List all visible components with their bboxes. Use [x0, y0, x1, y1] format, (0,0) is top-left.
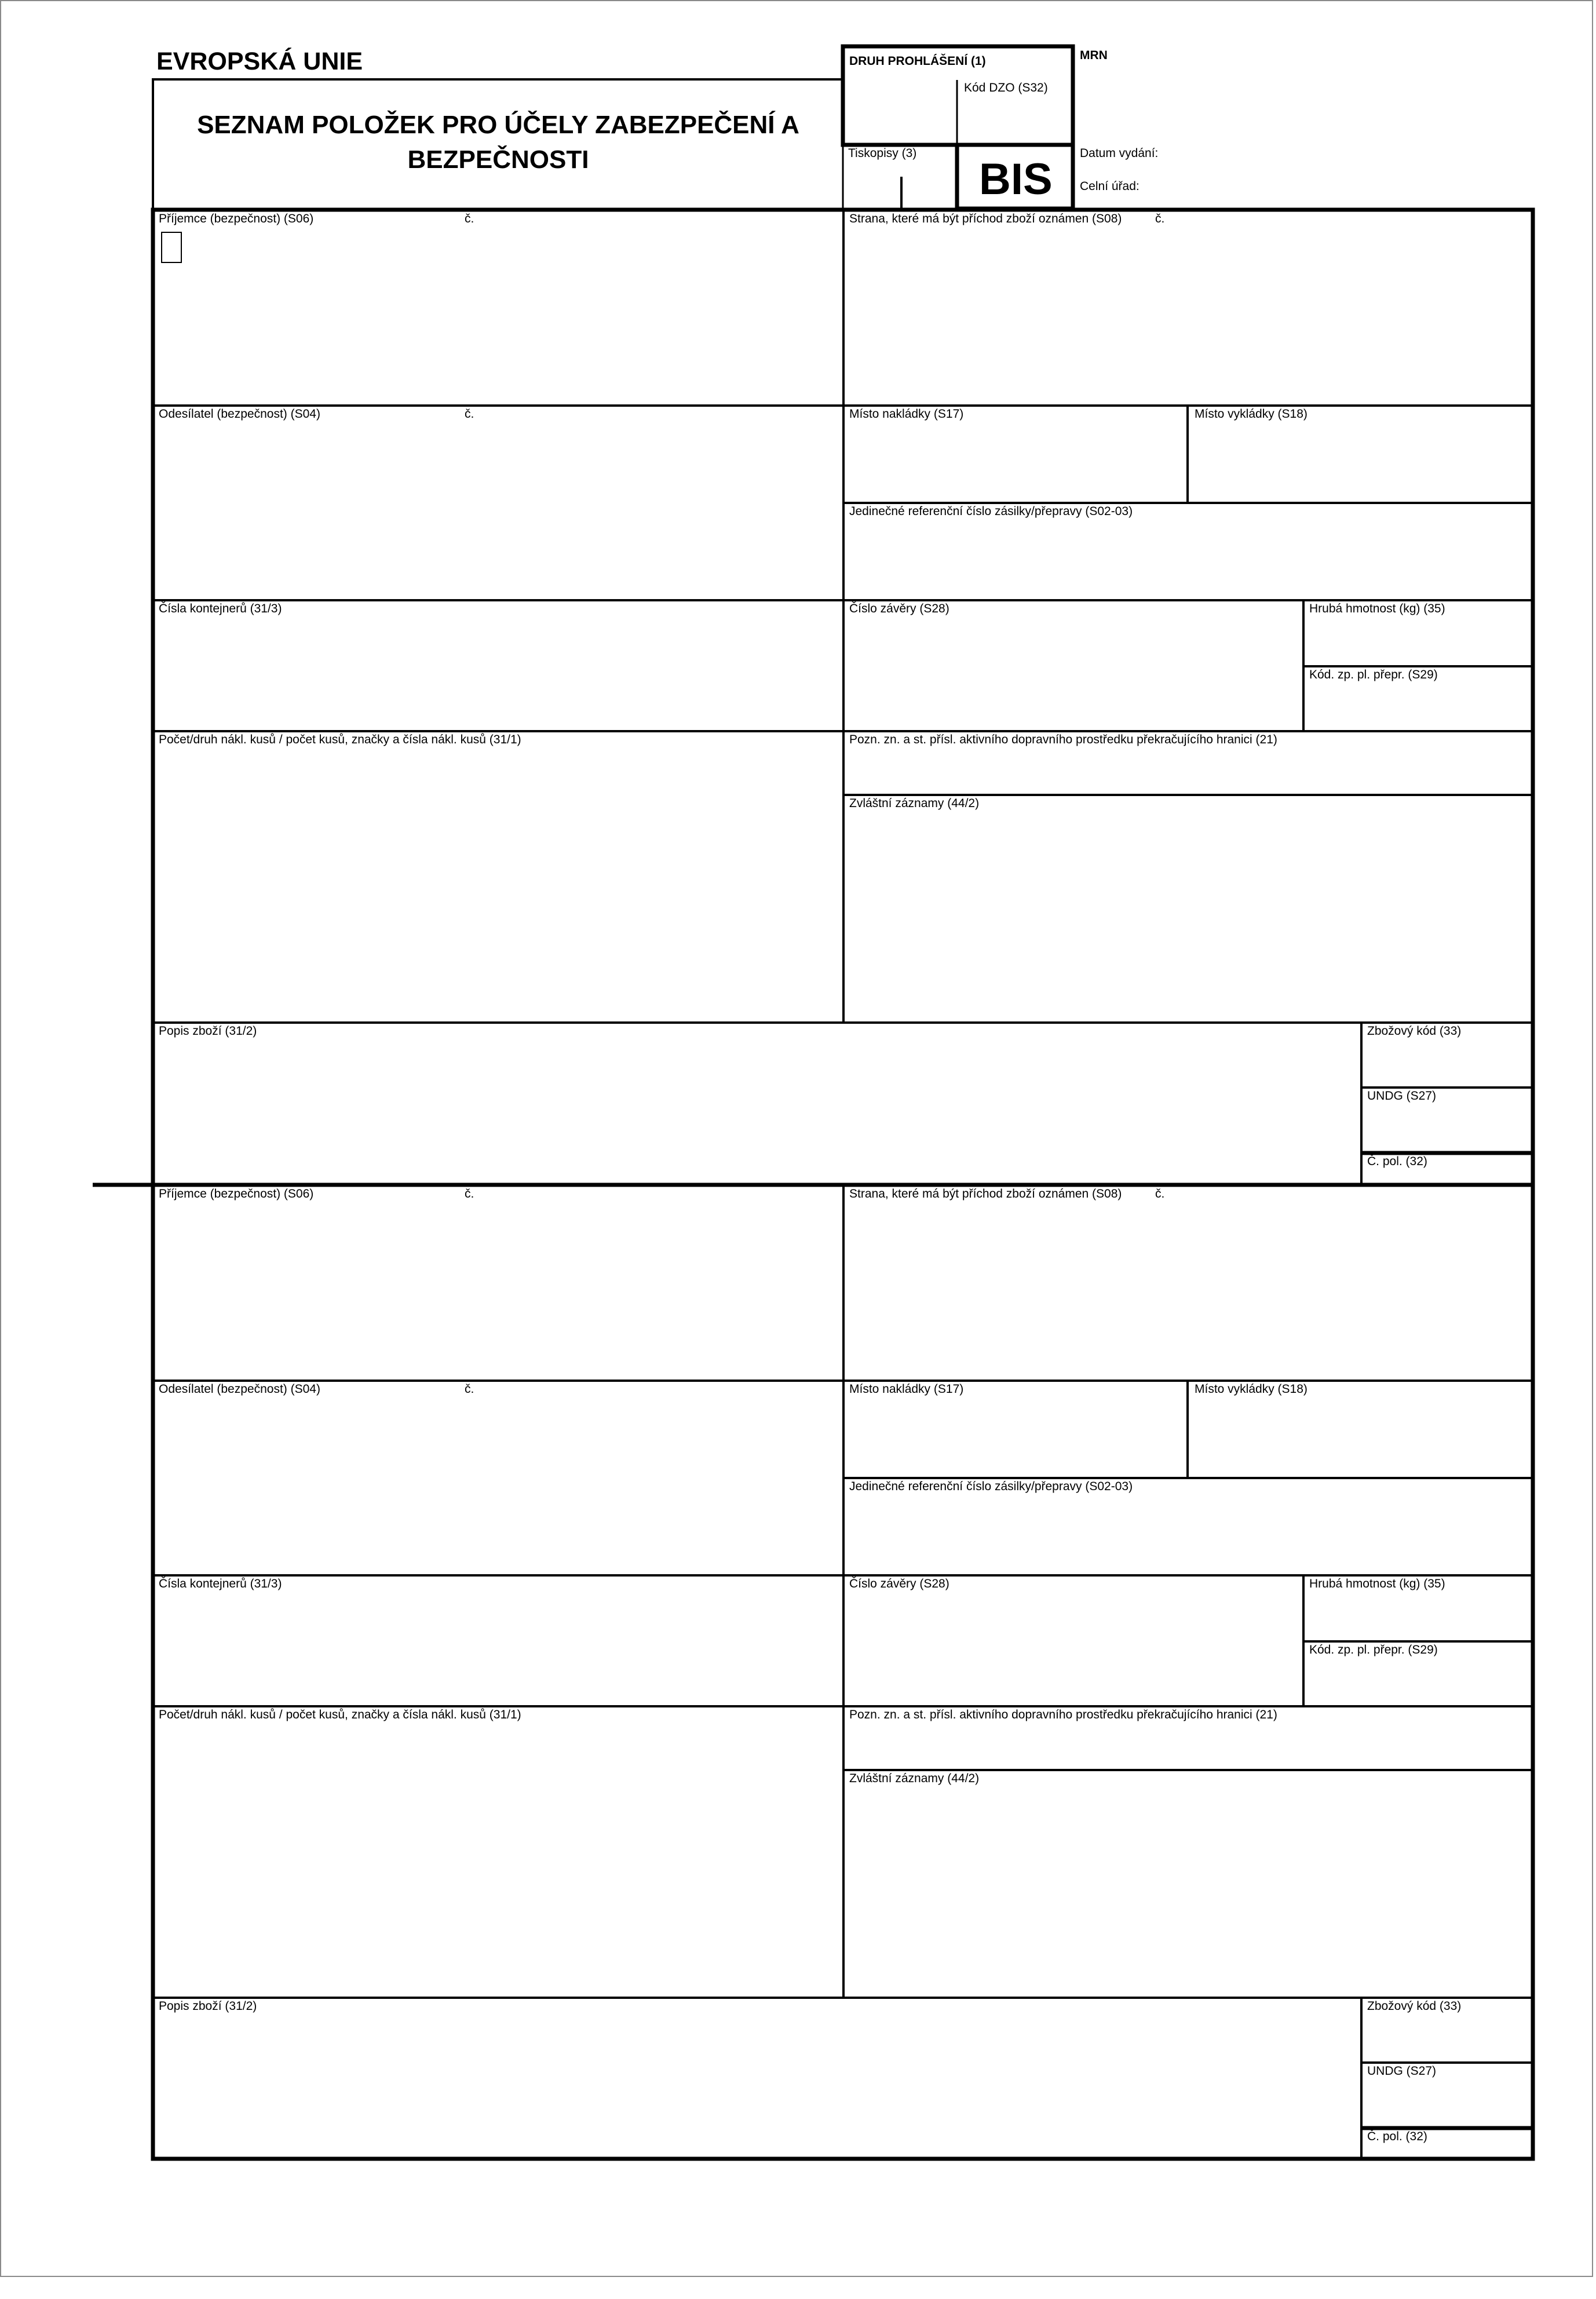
consignee-label: Příjemce (bezpečnost) (S06) — [159, 1187, 314, 1200]
commodity-code-label: Zbožový kód (33) — [1367, 1024, 1462, 1038]
mrn-label: MRN — [1080, 49, 1108, 62]
form-title-line1: SEZNAM POLOŽEK PRO ÚČELY ZABEZPEČENÍ A — [197, 111, 799, 139]
undg-label: UNDG (S27) — [1367, 2064, 1437, 2078]
loading-place-label: Místo nakládky (S17) — [849, 1382, 964, 1396]
consignee-label: Příjemce (bezpečnost) (S06) — [159, 212, 314, 225]
item-number-label: Č. pol. (32) — [1367, 1155, 1427, 1168]
notify-party-no-label: č. — [1155, 212, 1165, 225]
unloading-place-label: Místo vykládky (S18) — [1195, 407, 1308, 421]
notify-party-label: Strana, které má být příchod zboží oznámen (S08) — [849, 212, 1122, 225]
issue-date-label: Datum vydání: — [1080, 147, 1159, 160]
active-means-label: Pozn. zn. a st. přísl. aktivního dopravního prostředku překračujícího hranici (21) — [849, 1708, 1277, 1721]
active-means-label: Pozn. zn. a st. přísl. aktivního dopravního prostředku překračujícího hranici (21) — [849, 733, 1277, 746]
consignee-no-label: č. — [465, 212, 474, 225]
union-heading: EVROPSKÁ UNIE — [156, 48, 363, 75]
commodity-code-label: Zbožový kód (33) — [1367, 1999, 1462, 2013]
consignor-label: Odesílatel (bezpečnost) (S04) — [159, 407, 320, 421]
bis-mark: BIS — [979, 155, 1053, 204]
consignee-no-label: č. — [465, 1187, 474, 1200]
container-numbers-label: Čísla kontejnerů (31/3) — [159, 1577, 282, 1590]
special-mentions-label: Zvláštní záznamy (44/2) — [849, 797, 980, 810]
unique-reference-label: Jedinečné referenční číslo zásilky/přepravy (S02-03) — [849, 505, 1133, 518]
forms-count-label: Tiskopisy (3) — [848, 147, 917, 160]
customs-office-label: Celní úřad: — [1080, 180, 1140, 193]
loading-place-label: Místo nakládky (S17) — [849, 407, 964, 421]
transport-payment-label: Kód. zp. pl. přepr. (S29) — [1309, 1643, 1438, 1656]
form-title-line2: BEZPEČNOSTI — [407, 145, 589, 174]
consignee-checkbox[interactable] — [161, 232, 182, 263]
declaration-type-label: DRUH PROHLÁŠENÍ (1) — [849, 54, 986, 68]
notify-party-no-label: č. — [1155, 1187, 1165, 1200]
goods-description-label: Popis zboží (31/2) — [159, 1999, 257, 2013]
consignor-no-label: č. — [465, 1382, 474, 1396]
unloading-place-label: Místo vykládky (S18) — [1195, 1382, 1308, 1396]
packages-label: Počet/druh nákl. kusů / počet kusů, značky a čísla nákl. kusů (31/1) — [159, 733, 521, 746]
transport-payment-label: Kód. zp. pl. přepr. (S29) — [1309, 668, 1438, 681]
gross-mass-label: Hrubá hmotnost (kg) (35) — [1309, 1577, 1445, 1590]
consignor-label: Odesílatel (bezpečnost) (S04) — [159, 1382, 320, 1396]
special-mentions-label: Zvláštní záznamy (44/2) — [849, 1772, 980, 1785]
goods-description-label: Popis zboží (31/2) — [159, 1024, 257, 1038]
consignor-no-label: č. — [465, 407, 474, 421]
item-number-label: Č. pol. (32) — [1367, 2130, 1427, 2143]
seal-number-label: Číslo závěry (S28) — [849, 602, 949, 615]
dzo-code-label: Kód DZO (S32) — [964, 81, 1048, 94]
undg-label: UNDG (S27) — [1367, 1089, 1437, 1103]
notify-party-label: Strana, které má být příchod zboží oznámen (S08) — [849, 1187, 1122, 1200]
container-numbers-label: Čísla kontejnerů (31/3) — [159, 602, 282, 615]
unique-reference-label: Jedinečné referenční číslo zásilky/přepravy (S02-03) — [849, 1480, 1133, 1493]
gross-mass-label: Hrubá hmotnost (kg) (35) — [1309, 602, 1445, 615]
packages-label: Počet/druh nákl. kusů / počet kusů, značky a čísla nákl. kusů (31/1) — [159, 1708, 521, 1721]
seal-number-label: Číslo závěry (S28) — [849, 1577, 949, 1590]
